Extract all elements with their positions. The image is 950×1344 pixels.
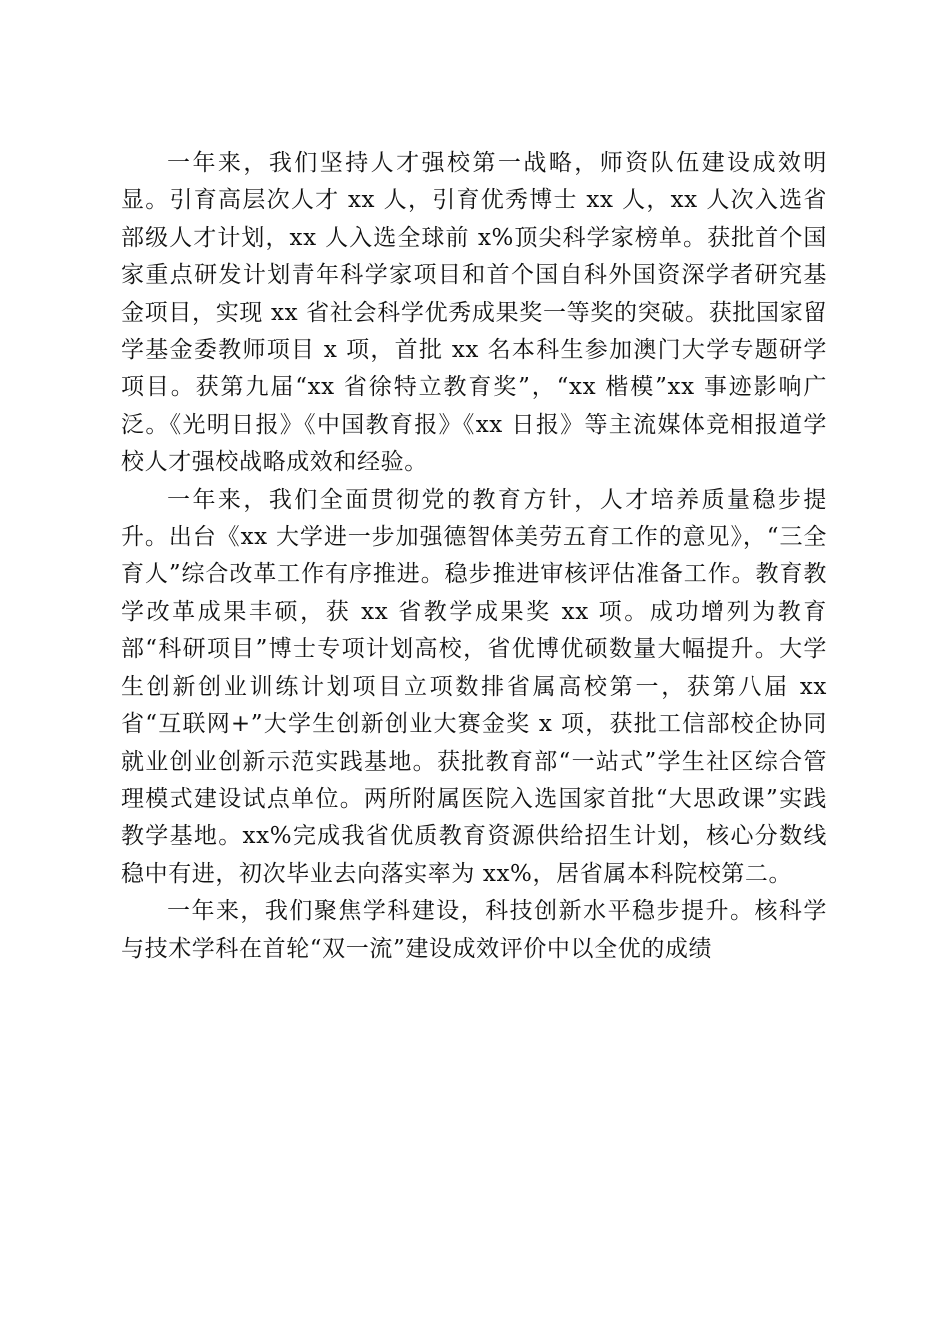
- paragraph-discipline-construction: 一年来，我们聚焦学科建设，科技创新水平稳步提升。核科学与技术学科在首轮“双一流”建设成效评价中以全优的成绩: [121, 898, 827, 962]
- paragraph-education-quality: 一年来，我们全面贯彻党的教育方针，人才培养质量稳步提升。出台《xx 大学进一步加强德智体美劳五育工作的意见》，“三全育人”综合改革工作有序推进。稳步推进审核评估准备工作。教育教学改革成果丰硕，获 xx 省教学成果奖 xx 项。成功增列为教育部“科研项目”博士专项计划高校，省优博优硕数量大幅提升。大学生创新创业训练计划项目立项数排省属高校第一，获第八届 xx 省“互联网+”大学生创新创业大赛金奖 x 项，获批工信部校企协同就业创业创新示范实践基地。获批教育部“一站式”学生社区综合管理模式建设试点单位。两所附属医院入选国家首批“大思政课”实践教学基地。xx%完成我省优质教育资源供给招生计划，核心分数线稳中有进，初次毕业去向落实率为 xx%，居省属本科院校第二。: [121, 486, 827, 887]
- document-body: [121, 145, 827, 968]
- paragraph-talent-strategy: 一年来，我们坚持人才强校第一战略，师资队伍建设成效明显。引育高层次人才 xx 人，引育优秀博士 xx 人，xx 人次入选省部级人才计划，xx 人入选全球前 x%顶尖科学家榜单。获批首个国家重点研发计划青年科学家项目和首个国自科外国资深学者研究基金项目，实现 xx 省社会科学优秀成果奖一等奖的突破。获批国家留学基金委教师项目 x 项，首批 xx 名本科生参加澳门大学专题研学项目。获第九届“xx 省徐特立教育奖”，“xx 楷模”xx 事迹影响广泛。《光明日报》《中国教育报》《xx 日报》等主流媒体竞相报道学校人才强校战略成效和经验。: [121, 150, 827, 476]
